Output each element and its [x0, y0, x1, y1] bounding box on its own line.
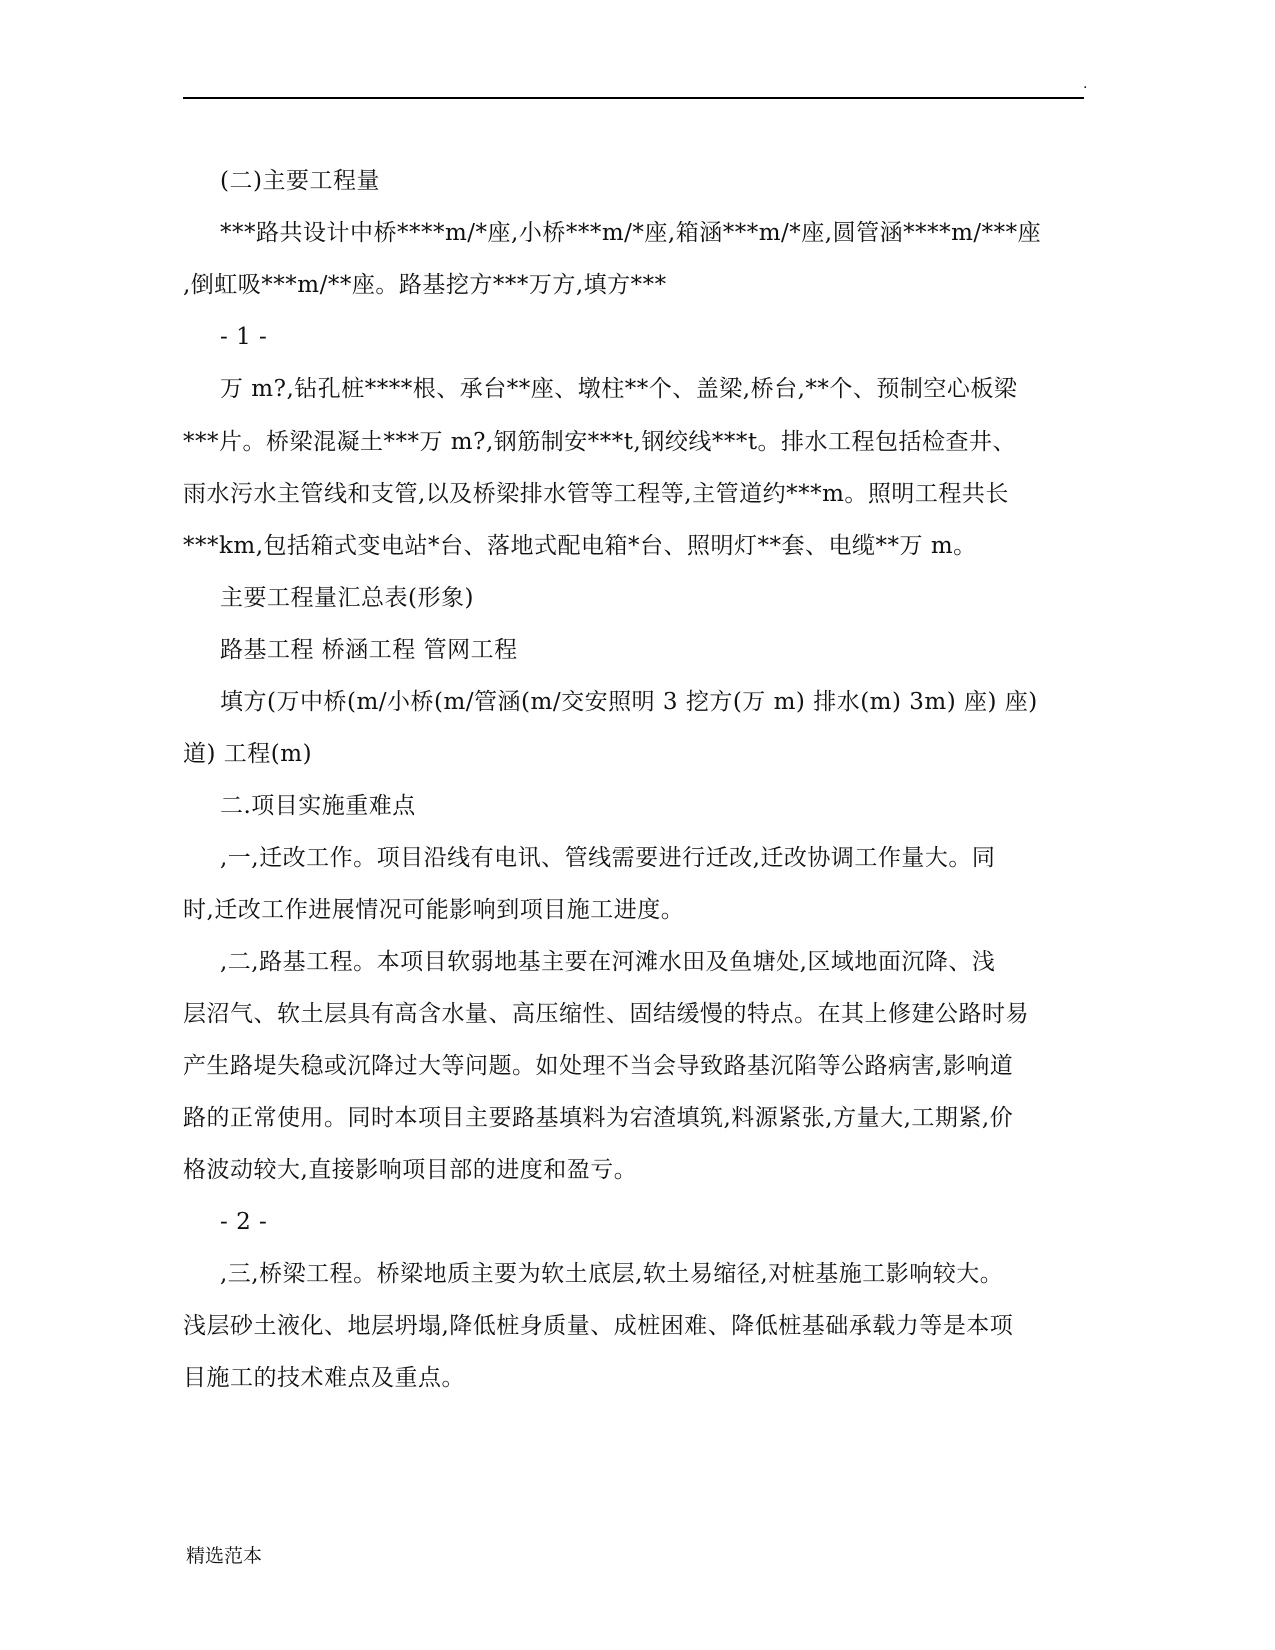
paragraph-line: 路的正常使用。同时本项目主要路基填料为宕渣填筑,料源紧张,方量大,工期紧,价 [183, 1105, 1014, 1131]
page-number: - 1 - [220, 324, 268, 350]
paragraph-line: ,二,路基工程。本项目软弱地基主要在河滩水田及鱼塘处,区域地面沉降、浅 [220, 949, 996, 975]
page-number: - 2 - [220, 1209, 268, 1235]
table-row-text: 填方(万中桥(m/小桥(m/管涵(m/交安照明 3 挖方(万 m) 排水(m) 3m) 座) 座) [220, 689, 1038, 715]
section-heading-quantities: (二)主要工程量 [220, 168, 380, 194]
footer-label: 精选范本 [186, 1545, 263, 1567]
table-row-text: 道) 工程(m) [183, 741, 313, 767]
paragraph-line: 万 m?,钻孔桩****根、承台**座、墩柱**个、盖梁,桥台,**个、预制空心板梁 [220, 376, 1018, 402]
paragraph-line: 层沼气、软土层具有高含水量、高压缩性、固结缓慢的特点。在其上修建公路时易 [183, 1001, 1029, 1027]
table-caption: 主要工程量汇总表(形象) [220, 585, 474, 611]
section-heading-difficulties: 二.项目实施重难点 [220, 793, 416, 819]
paragraph-line: 产生路堤失稳或沉降过大等问题。如处理不当会导致路基沉陷等公路病害,影响道 [183, 1053, 1014, 1079]
paragraph-line: 浅层砂土液化、地层坍塌,降低桩身质量、成桩困难、降低桩基础承载力等是本项 [183, 1313, 1014, 1339]
paragraph-line: 目施工的技术难点及重点。 [183, 1365, 465, 1391]
paragraph-line: ,一,迁改工作。项目沿线有电讯、管线需要进行迁改,迁改协调工作量大。同 [220, 845, 996, 871]
paragraph-line: 时,迁改工作进展情况可能影响到项目施工进度。 [183, 897, 685, 923]
header-rule [183, 97, 1084, 99]
paragraph-line: ***路共设计中桥****m/*座,小桥***m/*座,箱涵***m/*座,圆管涵****m/***座 [220, 220, 1042, 246]
paragraph-line: ***km,包括箱式变电站*台、落地式配电箱*台、照明灯**套、电缆**万 m。 [183, 533, 977, 559]
paragraph-line: ,倒虹吸***m/**座。路基挖方***万方,填方*** [183, 272, 667, 298]
paragraph-line: ***片。桥梁混凝土***万 m?,钢筋制安***t,钢绞线***t。排水工程包括检查井、 [183, 429, 1017, 455]
paragraph-line: 雨水污水主管线和支管,以及桥梁排水管等工程等,主管道约***m。照明工程共长 [183, 481, 1009, 507]
paragraph-line: 格波动较大,直接影响项目部的进度和盈亏。 [183, 1157, 638, 1183]
header-mark: . [1083, 76, 1088, 92]
paragraph-line: ,三,桥梁工程。桥梁地质主要为软土底层,软土易缩径,对桩基施工影响较大。 [220, 1261, 1004, 1287]
table-headers: 路基工程 桥涵工程 管网工程 [220, 637, 518, 663]
